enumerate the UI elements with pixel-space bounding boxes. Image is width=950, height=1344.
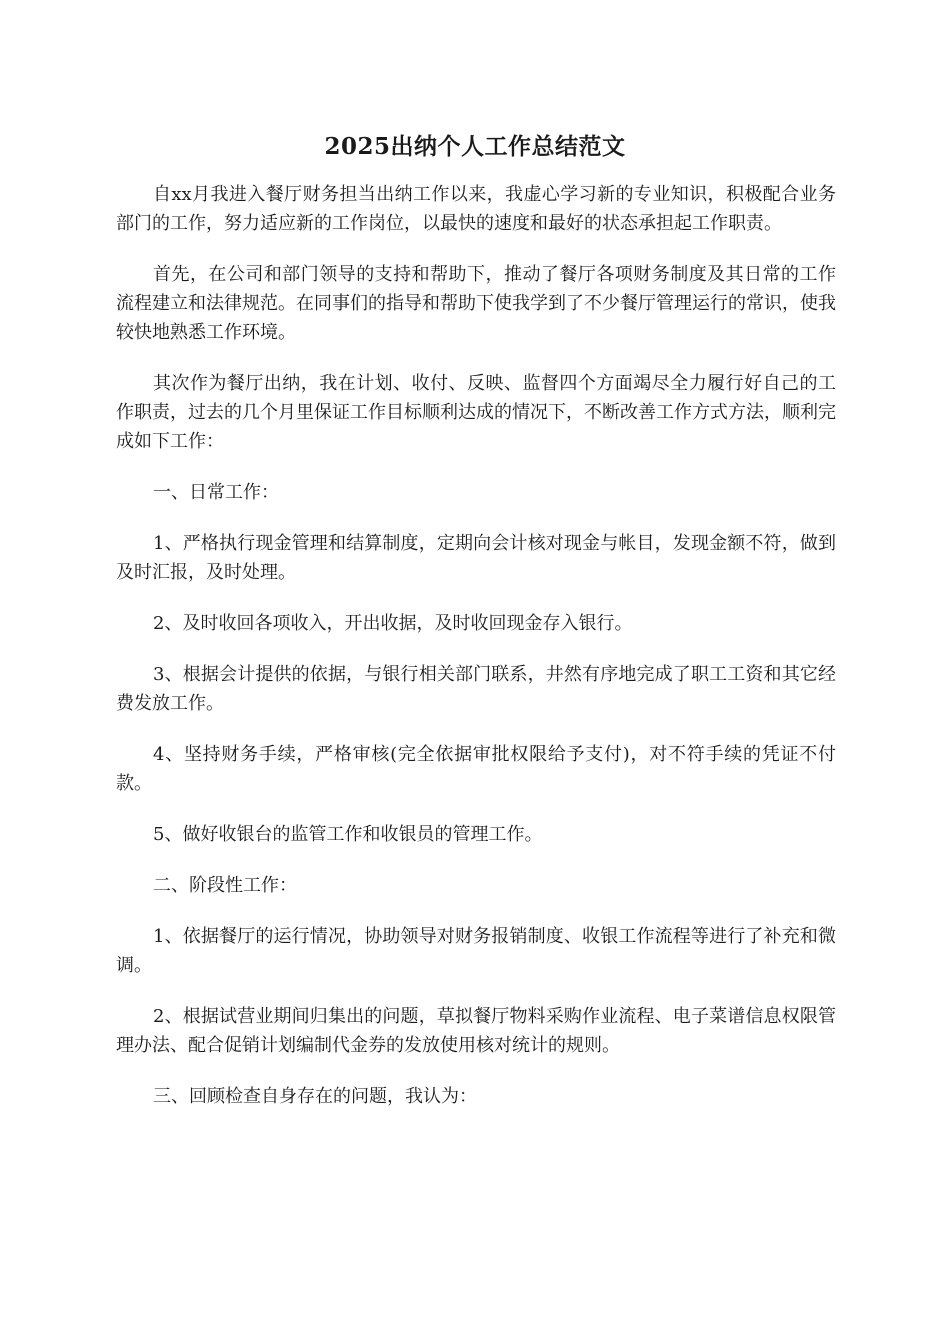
list-item-phase-2: 2、根据试营业期间归集出的问题，草拟餐厅物料采购作业流程、电子菜谱信息权限管理办法、配合促销计划编制代金券的发放使用核对统计的规则。 bbox=[116, 1006, 836, 1056]
paragraph-first: 首先，在公司和部门领导的支持和帮助下，推动了餐厅各项财务制度及其日常的工作流程建立和法律规范。在同事们的指导和帮助下使我学到了不少餐厅管理运行的常识，使我较快地熟悉工作环境。 bbox=[116, 264, 836, 343]
section-heading-daily-work: 一、日常工作： bbox=[153, 482, 279, 503]
list-item-daily-2: 2、及时收回各项收入，开出收据，及时收回现金存入银行。 bbox=[153, 613, 633, 634]
paragraph-second: 其次作为餐厅出纳，我在计划、收付、反映、监督四个方面竭尽全力履行好自己的工作职责，过去的几个月里保证工作目标顺利达成的情况下，不断改善工作方式方法，顺利完成如下工作： bbox=[116, 373, 836, 452]
section-heading-phase-work: 二、阶段性工作： bbox=[153, 875, 297, 896]
list-item-daily-1: 1、严格执行现金管理和结算制度，定期向会计核对现金与帐目，发现金额不符，做到及时汇报，及时处理。 bbox=[116, 533, 836, 583]
document-body bbox=[116, 180, 836, 1133]
document-title: 2025出纳个人工作总结范文 bbox=[324, 133, 626, 161]
section-heading-review: 三、回顾检查自身存在的问题，我认为： bbox=[153, 1086, 477, 1107]
paragraph-intro: 自xx月我进入餐厅财务担当出纳工作以来，我虚心学习新的专业知识，积极配合业务部门的工作，努力适应新的工作岗位，以最快的速度和最好的状态承担起工作职责。 bbox=[116, 184, 836, 234]
list-item-daily-5: 5、做好收银台的监管工作和收银员的管理工作。 bbox=[153, 824, 543, 845]
list-item-daily-4: 4、坚持财务手续，严格审核(完全依据审批权限给予支付)，对不符手续的凭证不付款。 bbox=[116, 744, 836, 794]
list-item-phase-1: 1、依据餐厅的运行情况，协助领导对财务报销制度、收银工作流程等进行了补充和微调。 bbox=[116, 926, 836, 976]
list-item-daily-3: 3、根据会计提供的依据，与银行相关部门联系，井然有序地完成了职工工资和其它经费发放工作。 bbox=[116, 664, 836, 714]
